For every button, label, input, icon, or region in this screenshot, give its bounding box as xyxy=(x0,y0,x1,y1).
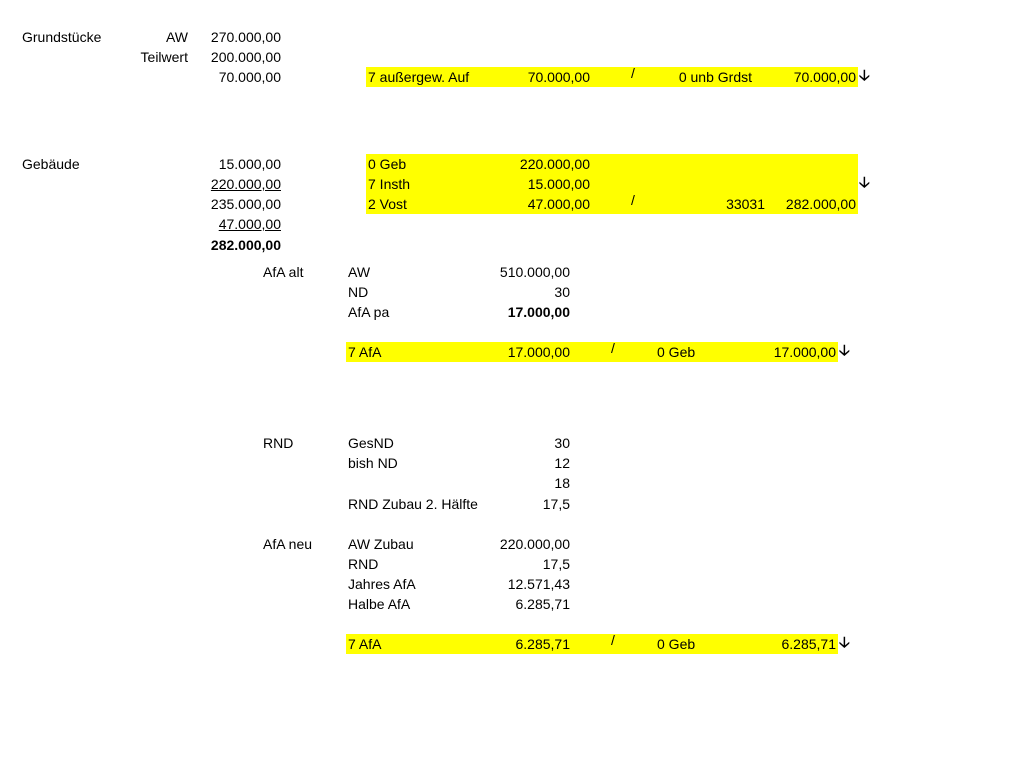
down-arrow-icon: 🡣 xyxy=(859,67,870,84)
booking-row-label: 0 Geb xyxy=(368,156,407,172)
booking-credit-amount: 17.000,00 xyxy=(773,344,836,360)
down-arrow-icon: 🡣 xyxy=(839,342,850,359)
booking-debit-label: 7 außergew. Auf xyxy=(368,69,470,85)
rnd-row-value: 30 xyxy=(554,435,570,451)
afa-alt-row-label: AW xyxy=(348,264,371,280)
booking-credit-label: 33031 xyxy=(726,196,765,212)
booking-separator: / xyxy=(631,192,635,208)
down-arrow-icon: 🡣 xyxy=(859,174,870,191)
down-arrow-icon: 🡣 xyxy=(839,634,850,651)
afa-neu-row-value: 220.000,00 xyxy=(499,536,570,552)
gebaeude-label: Gebäude xyxy=(22,156,80,172)
difference-value: 70.000,00 xyxy=(218,69,281,85)
rnd-row-label: bish ND xyxy=(348,455,398,471)
afa-neu-row-label: RND xyxy=(348,556,379,572)
booking-credit-amount: 70.000,00 xyxy=(793,69,856,85)
rnd-row-value: 18 xyxy=(554,475,570,491)
afa-alt-row-value: 17.000,00 xyxy=(507,304,570,320)
booking-row-amount: 15.000,00 xyxy=(527,176,590,192)
booking-credit-label: 0 Geb xyxy=(657,344,696,360)
booking-separator: / xyxy=(631,65,635,81)
booking-debit-amount: 17.000,00 xyxy=(507,344,570,360)
teilwert-label: Teilwert xyxy=(140,49,188,65)
booking-credit-amount: 282.000,00 xyxy=(785,196,856,212)
afa-neu-row-value: 17,5 xyxy=(542,556,570,572)
grundstuecke-label: Grundstücke xyxy=(22,29,102,45)
booking-credit-amount: 6.285,71 xyxy=(781,636,836,652)
rnd-row-label: RND Zubau 2. Hälfte xyxy=(348,496,478,512)
rnd-label: RND xyxy=(263,435,294,451)
gebaeude-calc-2: 220.000,00 xyxy=(210,176,281,192)
afa-alt-row-label: ND xyxy=(348,284,369,300)
booking-row-amount: 47.000,00 xyxy=(527,196,590,212)
booking-row-label: 2 Vost xyxy=(368,196,407,212)
teilwert-value: 200.000,00 xyxy=(210,49,281,65)
rnd-row-value: 12 xyxy=(554,455,570,471)
gebaeude-calc-4: 47.000,00 xyxy=(218,216,281,232)
afa-neu-row-label: Halbe AfA xyxy=(348,596,411,612)
booking-row-label: 7 Insth xyxy=(368,176,411,192)
rnd-row-label: GesND xyxy=(348,435,394,451)
aw-value: 270.000,00 xyxy=(210,29,281,45)
booking-separator: / xyxy=(611,632,615,648)
afa-neu-label: AfA neu xyxy=(263,536,313,552)
booking-credit-label: 0 Geb xyxy=(657,636,696,652)
gebaeude-calc-3: 235.000,00 xyxy=(210,196,281,212)
afa-neu-row-value: 12.571,43 xyxy=(507,576,570,592)
gebaeude-calc-1: 15.000,00 xyxy=(218,156,281,172)
booking-debit-amount: 6.285,71 xyxy=(515,636,570,652)
afa-alt-label: AfA alt xyxy=(263,264,304,280)
booking-debit-label: 7 AfA xyxy=(348,636,382,652)
afa-neu-row-label: Jahres AfA xyxy=(348,576,416,592)
aw-label: AW xyxy=(165,29,188,45)
booking-row-amount: 220.000,00 xyxy=(519,156,590,172)
gebaeude-calc-total: 282.000,00 xyxy=(210,237,281,253)
afa-neu-row-label: AW Zubau xyxy=(348,536,414,552)
booking-debit-label: 7 AfA xyxy=(348,344,382,360)
rnd-row-value: 17,5 xyxy=(542,496,570,512)
afa-alt-row-value: 30 xyxy=(554,284,570,300)
booking-separator: / xyxy=(611,340,615,356)
afa-alt-row-value: 510.000,00 xyxy=(499,264,570,280)
afa-neu-row-value: 6.285,71 xyxy=(515,596,570,612)
booking-credit-label: 0 unb Grdst xyxy=(678,69,752,85)
afa-alt-row-label: AfA pa xyxy=(348,304,390,320)
booking-debit-amount: 70.000,00 xyxy=(527,69,590,85)
